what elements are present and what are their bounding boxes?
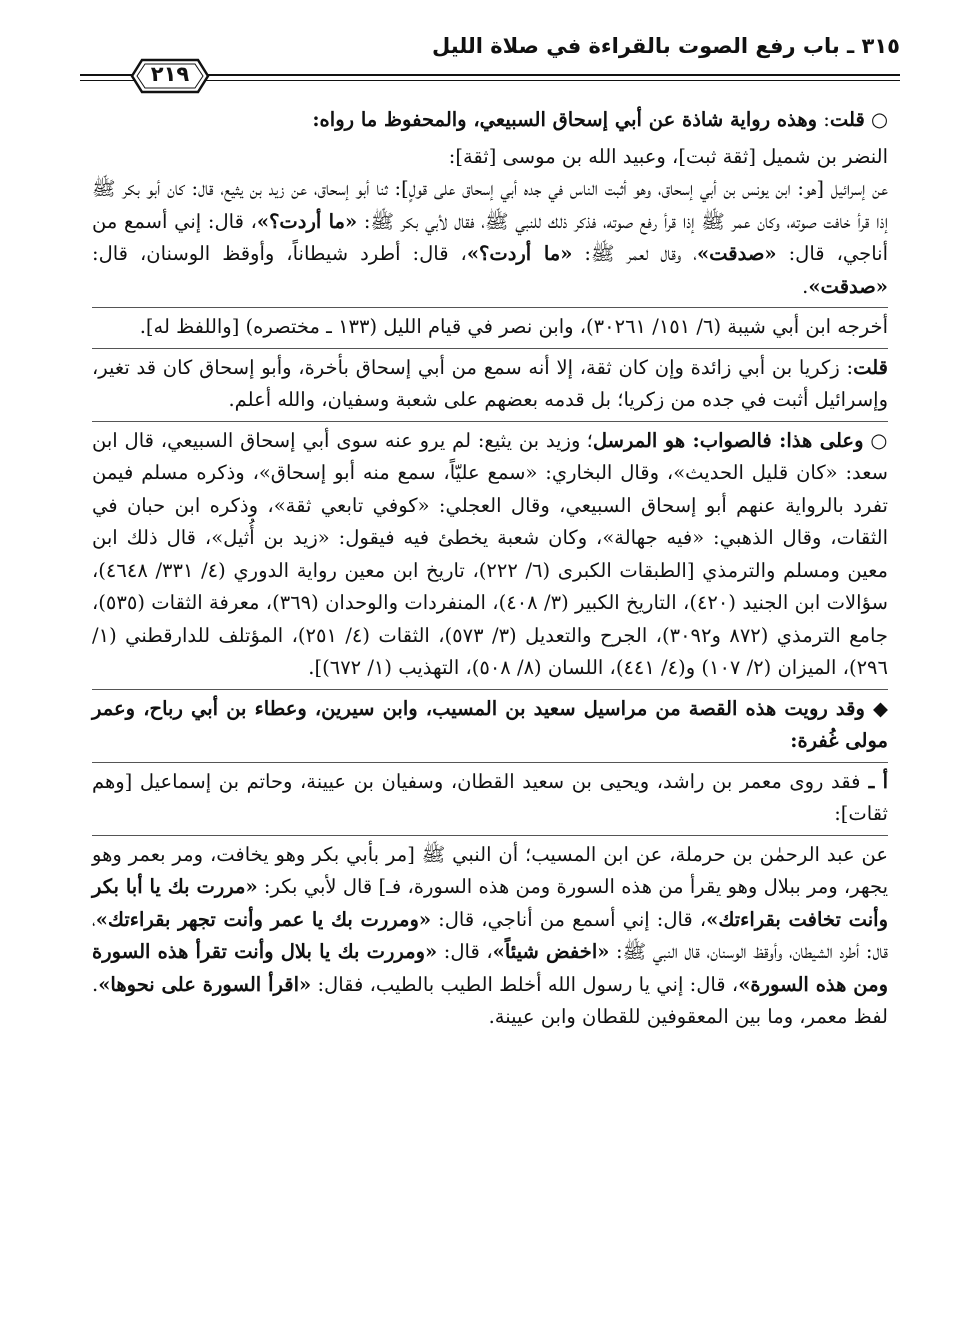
text-run: . لفظ معمر، وما بين المعقوفين للقطان وابن عيينة. xyxy=(92,972,888,1028)
paragraph xyxy=(92,173,888,303)
bold-text-run: «ما أردت؟» xyxy=(466,242,573,265)
bold-text-run: وعلى هذا: فالصواب: هو المرسل xyxy=(592,428,864,452)
text-run: : زكريا بن أبي زائدة وإن كان ثقة، إلا أنه سمع من أبي إسحاق بأخرة، وأبو إسحاق كان قد تغير، وإسرائيل أثبت في جده من زكريا؛ بل قدمه بعضهم على شعبة وسفيان، والله أعلم. xyxy=(92,355,888,411)
text-run: ، قال: أطرد الشيطان، وأوقظ الوسنان، قال النبي ﷺ: xyxy=(92,907,889,963)
bold-text-run: ◆ وقد رويت هذه القصة من مراسيل سعيد بن المسيب، وابن سيرين، وعطاء بن أبي رباح، وعمر مولى غُفرة: xyxy=(92,696,888,752)
text-run: ، قال: xyxy=(437,940,493,963)
bold-text-run: قلت xyxy=(829,108,865,131)
bold-text-run: «صدقت» xyxy=(808,274,888,298)
text-run: . xyxy=(802,274,809,298)
text-run: ○ xyxy=(864,108,888,131)
page-number: ٢١٩ xyxy=(150,62,190,86)
paragraph xyxy=(92,835,888,1034)
paragraph xyxy=(92,762,888,831)
text-run: ، قال: إني أسمع من أناجي، قال: xyxy=(431,907,707,931)
text-run: ، قال: أطرد شيطاناً، وأوقظ الوسنان، قال: xyxy=(92,242,467,265)
page-body xyxy=(92,104,888,1038)
bold-text-run: «اقرأ السورة على نحوها» xyxy=(98,972,312,996)
paragraph xyxy=(92,104,888,137)
bold-text-run: «ومررت بك يا بلال وأنت تقرأ هذه السورة ومن هذه السورة» xyxy=(92,940,889,996)
paragraph xyxy=(92,307,888,344)
text-run: ، قال: إني يا رسول الله أخلط الطيب بالطيب، فقال: xyxy=(311,972,739,996)
text-run: النضر بن شميل [ثقة ثبت]، وعبيد الله بن موسى [ثقة]: xyxy=(448,144,888,168)
bold-text-run: قلت xyxy=(853,355,888,379)
text-run: ، قال: إني أسمع من أناجي، قال: xyxy=(92,209,889,265)
page-header xyxy=(80,30,900,100)
text-run: ○ xyxy=(863,428,888,452)
chapter-title: ٣١٥ ـ باب رفع الصوت بالقراءة في صلاة الليل xyxy=(432,34,900,58)
text-run: ، وقال لعمر ﷺ: xyxy=(572,242,697,265)
bold-text-run: وهذه رواية شاذة عن أبي إسحاق السبيعي، والمحفوظ ما رواه: xyxy=(312,108,818,131)
text-run: فقد روى معمر بن راشد، ويحيى بن سعيد القطان، وسفيان بن عيينة، وحاتم بن إسماعيل [وهم ثقات]: xyxy=(92,769,888,825)
bold-text-run: «ما أردت؟» xyxy=(256,209,358,233)
paragraph xyxy=(92,348,888,417)
bold-text-run: أ ـ xyxy=(860,769,888,793)
bold-text-run: «ومررت بك يا عمر وأنت تجهر بقراءتك» xyxy=(95,907,432,931)
text-run: أخرجه ابن أبي شيبة (٦/ ١٥١/ ٣٠٢٦١)، وابن نصر في قيام الليل (١٣٣ ـ مختصره) [واللفظ له]. xyxy=(139,315,888,338)
bold-text-run: «اخفض شيئاً» xyxy=(492,940,610,963)
paragraph xyxy=(92,689,888,758)
text-run: عن عبد الرحمٰن بن حرملة، عن ابن المسيب؛ أن النبي ﷺ [مر بأبي بكر وهو يخافت، ومر بعمر وهو يجهر، ومر ببلال وهو يقرأ من هذه السورة ومن هذه السورة، فـ] قال لأبي بكر: xyxy=(92,842,888,898)
bold-text-run: «صدقت» xyxy=(696,242,777,265)
page-number-badge xyxy=(126,54,214,98)
paragraph xyxy=(92,421,888,685)
bold-text-run: «مررت بك يا أبا بكر وأنت تخافت بقراءتك» xyxy=(92,875,888,931)
text-run: ؛ وزيد بن يثيع: لم يرو عنه سوى أبي إسحاق السبيعي، قال ابن سعد: «كان قليل الحديث»، وقال البخاري: «سمع عليّاً، سمع منه أبو إسحاق»، وذكره مسلم فيمن تفرد بالرواية عنهم أبو إسحاق السبيعي، وقال العجلي: «كوفي تابعي ثقة»، وذكره ابن حبان في الثقات، وقال الذهبي: «فيه جهالة»، وكان شعبة يخطئ فيه فيقول: «زيد بن أُثيل»، قال ذلك ابن معين ومسلم والترمذي [الطبقات الكبرى (٦/ ٢٢٢)، تاريخ ابن معين رواية الدوري (٤/ ٣٣١/ ٤٦٤٨)، سؤالات ابن الجنيد (٤٢٠)، التاريخ الكبير (٣/ ٤٠٨)، المنفردات والوحدان (٣٦٩)، معرفة الثقات (٥٣٥)، جامع الترمذي (٨٧٢ و٣٠٩٢)، الجرح والتعديل (٣/ ٥٧٣)، الثقات (٤/ ٢٥١)، المؤتلف للدارقطني (١/ ٢٩٦)، الميزان (٢/ ١٠٧) و(٤/ ٤٤١)، اللسان (٨/ ٥٠٨)، التهذيب (١/ ٦٧٢)]. xyxy=(92,428,888,679)
text-run: عن إسرائيل [هو: ابن يونس بن أبي إسحاق، وهو أثبت الناس في جده أبي إسحاق على قولٍ]: ثنا أبو إسحاق، عن زيد بن يثيع، قال: كان أبو بكر ﷺ إذا قرأ خافت صوته، وكان عمر ﷺ إذا قرأ رفع صوته، فذكر ذلك للنبي ﷺ، فقال لأبي بكر ﷺ: xyxy=(92,177,888,233)
paragraph xyxy=(92,141,888,174)
text-run: : xyxy=(817,108,830,131)
